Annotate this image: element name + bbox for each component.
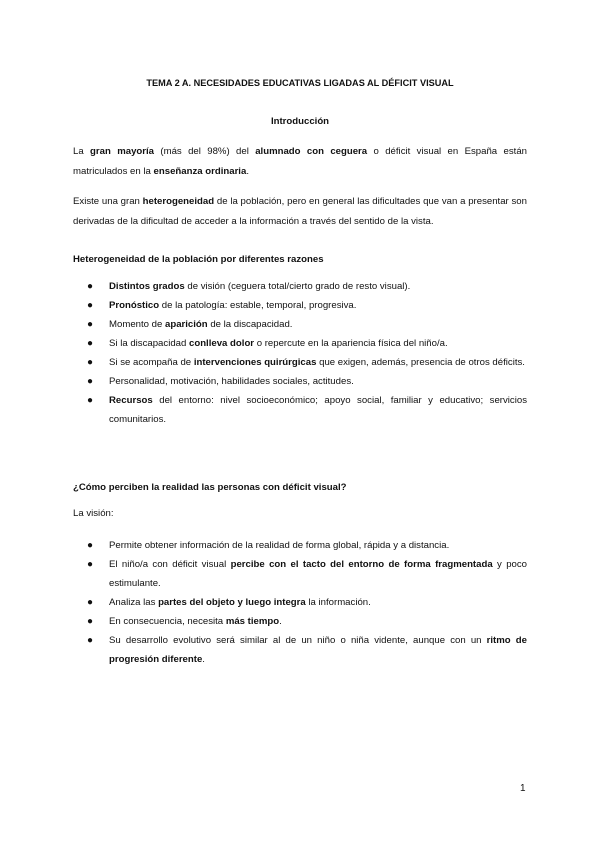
bullet-icon: ● [87, 300, 94, 311]
text-run: y poco estimulante. [109, 559, 528, 589]
list-item [73, 372, 527, 391]
bold-text: partes del objeto y luego integra [158, 597, 306, 608]
bullet-icon: ● [87, 376, 94, 387]
list-item [73, 593, 527, 612]
list-item [73, 391, 527, 429]
text-run: de la discapacidad. [207, 319, 293, 330]
text-run: del entorno: nivel socioeconómico; apoyo social, familiar y educativo; servicios comunitarios. [109, 395, 527, 425]
bold-text: aparición [165, 319, 208, 330]
heading-como-perciben: ¿Cómo perciben la realidad las personas con déficit visual? [73, 482, 347, 493]
heterogeneidad-list [73, 277, 527, 429]
bold-text: percibe con el tacto del entorno de forma fragmentada [230, 559, 493, 570]
bold-text: intervenciones quirúrgicas [193, 357, 317, 368]
text-run: Permite obtener información de la realidad de forma global, rápida y a distancia. [109, 540, 450, 551]
bold-text: alumnado con ceguera [255, 146, 368, 157]
section-title-introduccion: Introducción [270, 116, 330, 127]
label-la-vision: La visión: [73, 508, 114, 519]
heading-heterogeneidad: Heterogeneidad de la población por diferentes razones [73, 254, 324, 265]
text-run: Personalidad, motivación, habilidades sociales, actitudes. [109, 376, 354, 387]
list-item [73, 353, 527, 372]
bold-text: Recursos [109, 395, 153, 406]
intro-paragraph-1 [73, 142, 527, 182]
bold-text: Pronóstico [109, 300, 160, 311]
vision-list [73, 536, 527, 669]
list-item [73, 296, 527, 315]
text-run: En consecuencia, necesita [109, 616, 226, 627]
text-run: de visión (ceguera total/cierto grado de resto visual). [184, 281, 411, 292]
bold-text: enseñanza ordinaria [153, 166, 247, 177]
page-number: 1 [520, 783, 526, 794]
text-run: que exigen, además, presencia de otros déficits. [316, 357, 525, 368]
text-run: de la patología: estable, temporal, progresiva. [159, 300, 357, 311]
text-run: de la población, pero en general las dificultades que van a presentar son derivadas de la dificultad de acceder a la información a través del sentido de la vista. [73, 196, 527, 227]
bold-text: más tiempo [225, 616, 280, 627]
bullet-icon: ● [87, 597, 94, 608]
list-item [73, 315, 527, 334]
text-run: Si se acompaña de [109, 357, 194, 368]
bold-text: heterogeneidad [142, 196, 215, 207]
text-run: la información. [305, 597, 371, 608]
bullet-icon: ● [87, 319, 94, 330]
bold-text: gran mayoría [90, 146, 155, 157]
document-title: TEMA 2 A. NECESIDADES EDUCATIVAS LIGADAS AL DÉFICIT VISUAL [146, 78, 454, 88]
list-item [73, 631, 527, 669]
text-run: La [73, 146, 91, 157]
bullet-icon: ● [87, 559, 94, 570]
text-run: Si la discapacidad [109, 338, 189, 349]
bold-text: ritmo de progresión diferente [109, 635, 527, 665]
bullet-icon: ● [87, 616, 94, 627]
text-run: Momento de [109, 319, 165, 330]
intro-paragraph-2 [73, 192, 527, 232]
bullet-icon: ● [87, 338, 94, 349]
bullet-icon: ● [87, 635, 94, 646]
list-item [73, 555, 527, 593]
list-item [73, 612, 527, 631]
bullet-icon: ● [87, 395, 94, 406]
bullet-icon: ● [87, 540, 94, 551]
text-run: o repercute en la apariencia física del niño/a. [254, 338, 448, 349]
text-run: Su desarrollo evolutivo será similar al de un niño o niña vidente, aunque con un [109, 635, 487, 646]
list-item [73, 277, 527, 296]
text-run: . [202, 654, 205, 665]
bullet-icon: ● [87, 357, 94, 368]
bullet-icon: ● [87, 281, 94, 292]
list-item [73, 334, 527, 353]
text-run: Existe una gran [73, 196, 143, 207]
text-run: . [279, 616, 282, 627]
text-run: Analiza las [109, 597, 159, 608]
text-run: (más del 98%) del [154, 146, 256, 157]
text-run: o déficit visual en España están matriculados en la [73, 146, 527, 177]
text-run: El niño/a con déficit visual [109, 559, 231, 570]
bold-text: conlleva dolor [189, 338, 255, 349]
bold-text: Distintos grados [109, 281, 185, 292]
list-item [73, 536, 527, 555]
text-run: . [246, 166, 249, 177]
